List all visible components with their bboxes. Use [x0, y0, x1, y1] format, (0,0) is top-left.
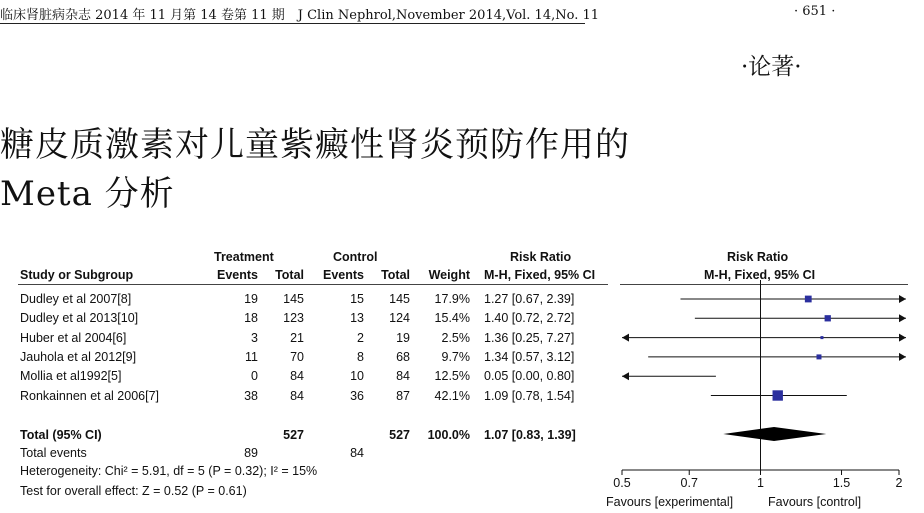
- col-header-c-total: Total: [381, 268, 410, 282]
- favours-experimental-label: Favours [experimental]: [606, 495, 734, 509]
- row-1-study: Dudley et al 2013[10]: [20, 311, 139, 326]
- row-3-weight: 9.7%: [441, 349, 470, 364]
- group-header-risk-ratio-plot: Risk Ratio: [727, 250, 789, 264]
- col-header-rr: M-H, Fixed, 95% CI: [484, 268, 596, 282]
- row-1-t-events: 18: [244, 311, 258, 326]
- row-5-t-total: 84: [290, 388, 304, 403]
- row-5-c-total: 87: [396, 388, 410, 403]
- row-3-t-events: 11: [245, 349, 258, 364]
- heterogeneity-text: Heterogeneity: Chi² = 5.91, df = 5 (P = 0.32); I² = 15%: [20, 464, 318, 478]
- ci-arrow-right-3: [899, 353, 906, 361]
- row-0-t-total: 145: [283, 292, 304, 306]
- row-2-rr: 1.36 [0.25, 7.27]: [484, 330, 575, 345]
- ci-arrow-left-4: [622, 372, 629, 380]
- row-0-c-events: 15: [350, 292, 364, 306]
- x-tick-label-2: 1: [757, 476, 764, 490]
- ci-arrow-right-0: [899, 295, 906, 303]
- col-header-t-events: Events: [217, 268, 258, 282]
- row-5-rr: 1.09 [0.78, 1.54]: [484, 388, 575, 403]
- col-header-study: Study or Subgroup: [20, 268, 134, 282]
- row-0-c-total: 145: [389, 292, 410, 306]
- row-0-weight: 17.9%: [434, 292, 470, 306]
- x-tick-label-1: 0.7: [680, 476, 698, 490]
- point-estimate-2: [820, 336, 823, 339]
- row-4-weight: 12.5%: [434, 369, 470, 384]
- row-1-rr: 1.40 [0.72, 2.72]: [484, 311, 575, 326]
- col-header-rr-plot: M-H, Fixed, 95% CI: [704, 268, 816, 282]
- header-rule: [0, 23, 585, 24]
- x-tick-label-3: 1.5: [832, 476, 851, 490]
- point-estimate-5: [773, 390, 783, 400]
- ci-arrow-left-2: [622, 334, 629, 342]
- row-4-rr: 0.05 [0.00, 0.80]: [484, 369, 575, 384]
- row-0-rr: 1.27 [0.67, 2.39]: [484, 292, 575, 306]
- row-5-study: Ronkainnen et al 2006[7]: [20, 388, 159, 403]
- group-header-treatment: Treatment: [214, 250, 274, 264]
- pooled-diamond: [723, 427, 826, 441]
- total-events-c: 84: [350, 446, 364, 460]
- row-2-c-total: 19: [396, 330, 410, 345]
- point-estimate-0: [805, 296, 812, 303]
- row-2-c-events: 2: [357, 330, 364, 345]
- row-3-rr: 1.34 [0.57, 3.12]: [484, 349, 575, 364]
- row-3-c-total: 68: [396, 349, 410, 364]
- row-0-study: Dudley et al 2007[8]: [20, 292, 132, 306]
- row-4-t-total: 84: [290, 369, 304, 384]
- row-4-t-events: 0: [251, 369, 258, 384]
- group-header-control: Control: [333, 250, 378, 264]
- x-tick-label-4: 2: [895, 476, 903, 490]
- x-tick-label-0: 0.5: [613, 476, 631, 490]
- page-number: · 651 ·: [794, 4, 836, 19]
- total-label: Total (95% CI): [20, 428, 102, 442]
- ci-arrow-right-2: [899, 334, 906, 342]
- total-c-total: 527: [389, 428, 410, 442]
- col-header-weight: Weight: [428, 268, 470, 282]
- row-4-study: Mollia et al1992[5]: [20, 369, 122, 384]
- forest-plot: [0, 246, 924, 513]
- total-t-total: 527: [283, 428, 304, 442]
- col-header-t-total: Total: [275, 268, 304, 282]
- row-2-study: Huber et al 2004[6]: [20, 330, 127, 345]
- row-1-t-total: 123: [283, 311, 304, 326]
- row-4-c-total: 84: [396, 369, 410, 384]
- row-5-t-events: 38: [244, 388, 258, 403]
- group-header-risk-ratio: Risk Ratio: [510, 250, 572, 264]
- total-rr: 1.07 [0.83, 1.39]: [484, 428, 576, 442]
- row-1-c-total: 124: [389, 311, 410, 326]
- row-2-t-total: 21: [290, 330, 304, 345]
- point-estimate-1: [825, 315, 831, 321]
- total-weight: 100.0%: [427, 428, 470, 442]
- row-5-weight: 42.1%: [434, 388, 470, 403]
- article-title-line2: Meta 分析: [0, 174, 175, 214]
- section-label: ·论著·: [741, 54, 802, 80]
- row-4-c-events: 10: [350, 369, 364, 384]
- overall-effect-text: Test for overall effect: Z = 0.52 (P = 0.61): [20, 484, 247, 498]
- ci-arrow-right-1: [899, 314, 906, 322]
- col-header-c-events: Events: [323, 268, 364, 282]
- row-2-t-events: 3: [251, 330, 258, 345]
- article-title-line1: 糖皮质激素对儿童紫癜性肾炎预防作用的: [0, 125, 630, 165]
- total-events-label: Total events: [20, 446, 87, 460]
- favours-control-label: Favours [control]: [768, 495, 862, 509]
- row-0-t-events: 19: [244, 292, 258, 306]
- journal-header: 临床肾脏病杂志 2014 年 11 月第 14 卷第 11 期 J Clin Nephrol,November 2014,Vol. 14,No. 11: [0, 8, 600, 23]
- row-1-weight: 15.4%: [434, 311, 470, 326]
- row-3-t-total: 70: [290, 349, 304, 364]
- point-estimate-3: [816, 354, 821, 359]
- total-events-t: 89: [244, 446, 258, 460]
- row-3-study: Jauhola et al 2012[9]: [20, 349, 137, 364]
- forest-plot-figure: [0, 246, 924, 513]
- row-3-c-events: 8: [357, 349, 364, 364]
- row-5-c-events: 36: [350, 388, 364, 403]
- row-2-weight: 2.5%: [441, 330, 470, 345]
- row-1-c-events: 13: [350, 311, 364, 326]
